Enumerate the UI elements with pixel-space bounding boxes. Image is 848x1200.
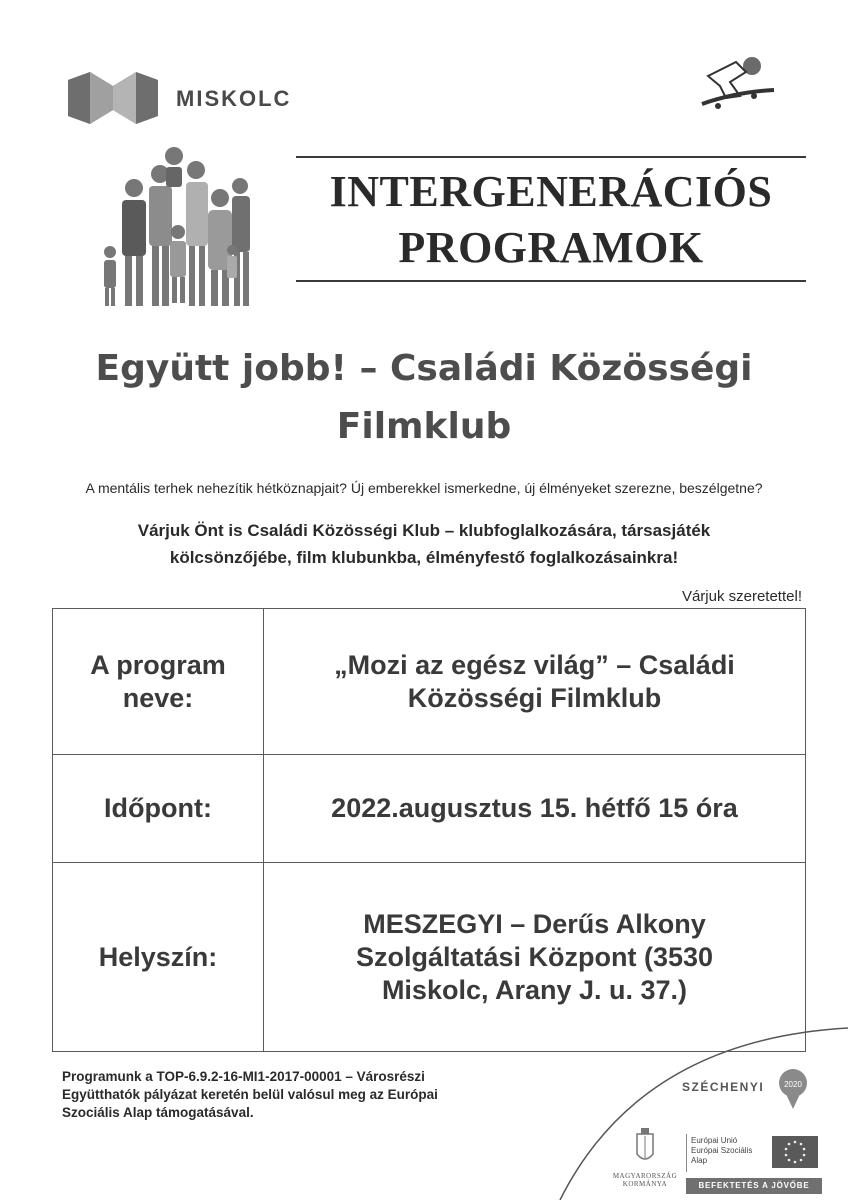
eu-line: Alap [691,1156,708,1165]
government-crest [610,1128,680,1194]
funding-note [62,1068,532,1122]
greeting: Várjuk szeretettel! [681,588,802,605]
lead-question: A mentális terhek nehezítik hétköznapjait? Új emberekkel ismerkedne, új élményeket szerezne, beszélgetne? [85,480,763,496]
title-rule-bottom [296,280,806,282]
label-line: neve: [122,682,194,713]
skateboarder-icon [696,52,776,114]
invite-line: kölcsönzőjébe, film klubunkba, élményfestő foglalkozásainkra! [169,548,679,567]
logo-text: MISKOLC [176,86,292,111]
crest-line: KORMÁNYA [622,1180,668,1188]
title-line: PROGRAMOK [398,223,704,272]
table-row [53,609,806,755]
value-cell [264,755,806,863]
label-line: Időpont: [104,793,212,823]
szechenyi-year: 2020 [784,1080,802,1089]
eu-flag-icon [772,1136,818,1168]
szechenyi-badge [682,1076,822,1120]
title-rule-top [296,156,806,158]
invitation-text [90,517,758,571]
label-cell [53,863,264,1052]
title-line: INTERGENERÁCIÓS [329,167,773,216]
headline-line: Együtt jobb! – Családi Közösségi [95,348,753,389]
value-cell [264,609,806,755]
szechenyi-label: SZÉCHENYI [682,1080,765,1094]
funding-line: Együtthatók pályázat keretén belül valósul meg az Európai [62,1087,438,1102]
label-line: A program [90,649,226,680]
event-headline [40,340,808,456]
funding-line: Programunk a TOP-6.9.2-16-MI1-2017-00001 – Városrészi [62,1069,425,1084]
crest-text [610,1172,680,1188]
eu-line: Európai Szociális [691,1146,753,1155]
funding-line: Szociális Alap támogatásával. [62,1105,254,1120]
label-cell [53,609,264,755]
invite-line: Várjuk Önt is Családi Közösségi Klub – klubfoglalkozására, társasjáték [137,521,711,540]
value-line: „Mozi az egész világ” – Családi [334,649,735,680]
headline-line: Filmklub [336,406,512,447]
family-illustration [96,134,268,314]
program-title [296,164,806,276]
eu-badge [686,1134,822,1196]
szechenyi-balloon-icon [778,1068,808,1110]
program-info-table [52,608,806,1052]
crest-line: MAGYARORSZÁG [612,1172,678,1180]
value-line: Közösségi Filmklub [407,682,662,713]
value-line: Szolgáltatási Központ (3530 [355,941,714,972]
value-line: 2022.augusztus 15. hétfő 15 óra [331,793,738,823]
label-cell [53,755,264,863]
eu-text [691,1136,752,1166]
eu-slogan: BEFEKTETÉS A JÖVŐBE [686,1178,822,1194]
value-line: MESZEGYI – Derűs Alkony [363,908,706,939]
eu-line: Európai Unió [691,1136,738,1145]
crest-icon [610,1128,680,1170]
value-line: Miskolc, Arany J. u. 37.) [381,974,688,1005]
eu-divider [686,1134,687,1172]
label-line: Helyszín: [98,941,218,972]
miskolc-logo-icon [68,72,158,124]
table-row [53,755,806,863]
